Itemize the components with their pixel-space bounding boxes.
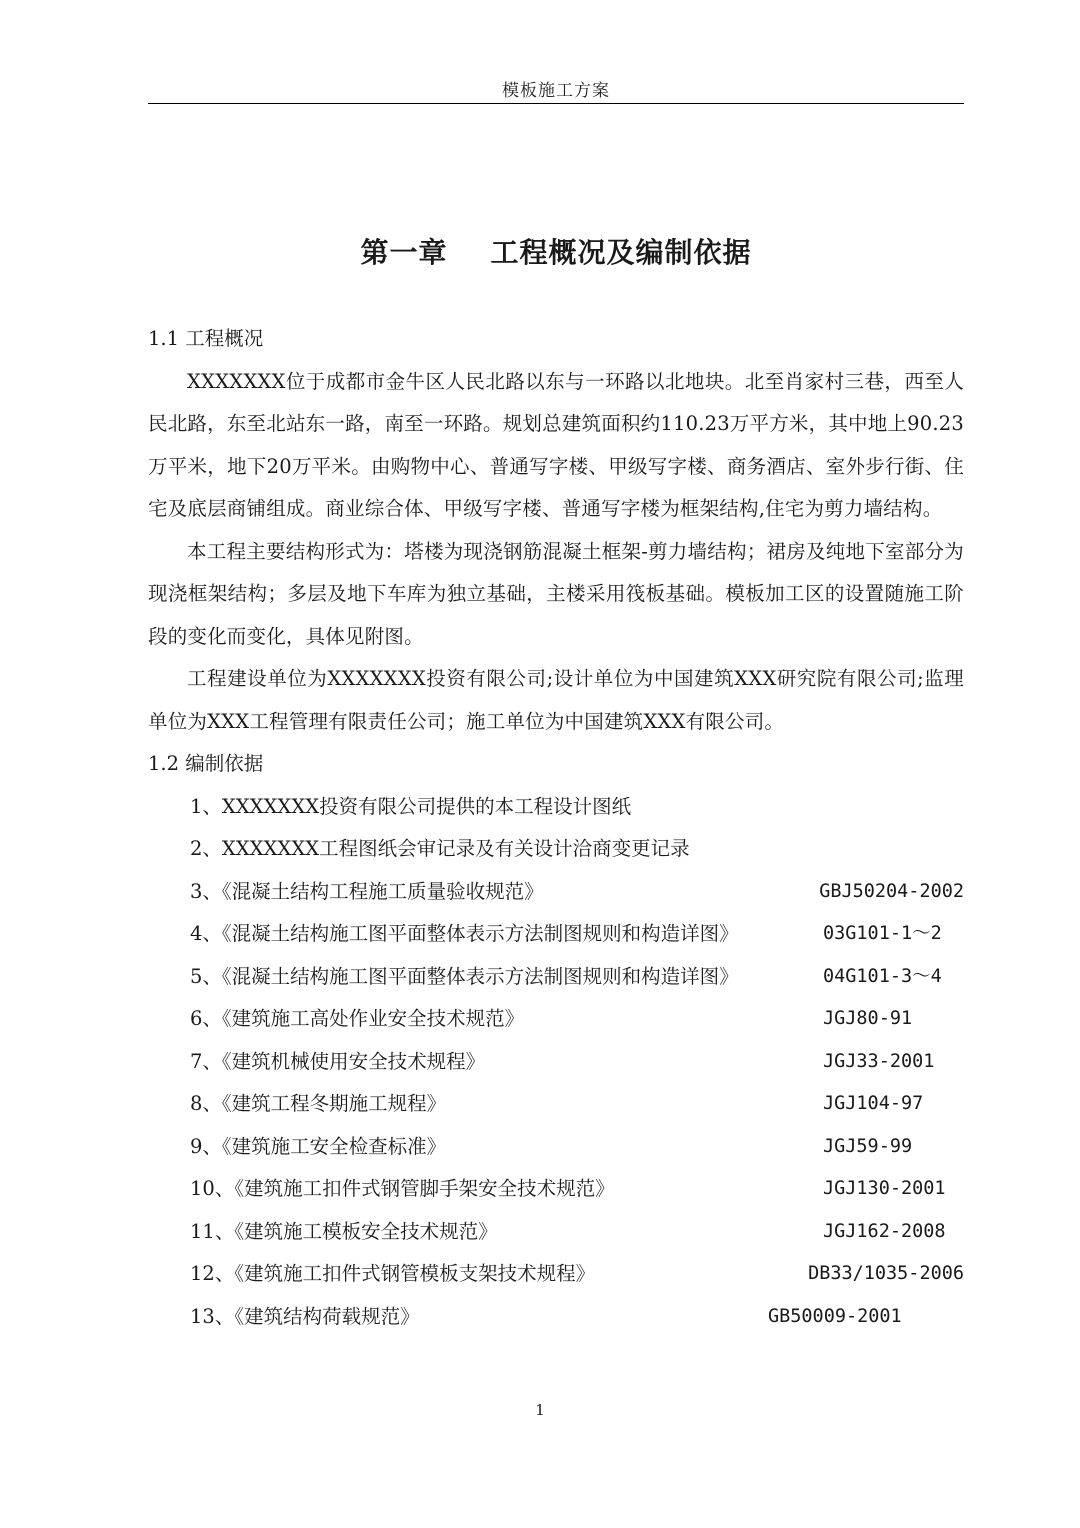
list-item bbox=[148, 998, 964, 1041]
paragraph-structure-form: 本工程主要结构形式为：塔楼为现浇钢筋混凝土框架-剪力墙结构；裙房及纯地下室部分为现浇框架结构；多层及地下车库为独立基础，主楼采用筏板基础。模板加工区的设置随施工阶段的变化而变化，具体见附图。 bbox=[148, 539, 964, 648]
list-item bbox=[148, 1126, 964, 1169]
list-item bbox=[148, 913, 964, 956]
reference-list bbox=[148, 786, 964, 1339]
reference-code: JGJ59-99 bbox=[823, 1135, 913, 1157]
list-item bbox=[148, 1041, 964, 1084]
running-header: 模板施工方案 bbox=[502, 81, 610, 101]
list-item bbox=[148, 1253, 964, 1296]
reference-code: DB33/1035-2006 bbox=[808, 1263, 964, 1284]
reference-code: JGJ104-97 bbox=[823, 1093, 924, 1114]
reference-code: JGJ80-91 bbox=[823, 1008, 913, 1029]
list-item bbox=[148, 1168, 964, 1211]
reference-title: 3、《混凝土结构工程施工质量验收规范》 bbox=[190, 879, 544, 903]
reference-title: 8、《建筑工程冬期施工规程》 bbox=[190, 1092, 447, 1115]
reference-title: 5、《混凝土结构施工图平面整体表示方法制图规则和构造详图》 bbox=[190, 964, 739, 988]
paragraph-project-location: XXXXXXX位于成都市金牛区人民北路以东与一环路以北地块。北至肖家村三巷，西至人民北路，东至北站东一路，南至一环路。规划总建筑面积约110.23万平方米，其中地上90.23万平米，地下20万平米。由购物中心、普通写字楼、甲级写字楼、商务酒店、室外步行街、住宅及底层商铺组成。商业综合体、甲级写字楼、普通写字楼为框架结构,住宅为剪力墙结构。 bbox=[148, 369, 964, 520]
reference-title: 2、XXXXXXX工程图纸会审记录及有关设计洽商变更记录 bbox=[190, 837, 690, 860]
reference-title: 9、《建筑施工安全检查标准》 bbox=[190, 1134, 447, 1158]
reference-title: 12、《建筑施工扣件式钢管模板支架技术规程》 bbox=[190, 1262, 596, 1285]
list-item bbox=[148, 786, 964, 829]
reference-title: 11、《建筑施工模板安全技术规范》 bbox=[190, 1219, 498, 1243]
reference-code: 04G101-3～4 bbox=[823, 965, 942, 987]
paragraph-project-parties: 工程建设单位为XXXXXXX投资有限公司;设计单位为中国建筑XXX研究院有限公司;监理单位为XXX工程管理有限责任公司；施工单位为中国建筑XXX有限公司。 bbox=[148, 667, 964, 733]
list-item bbox=[148, 1296, 964, 1339]
reference-code: 03G101-1～2 bbox=[823, 923, 942, 944]
reference-title: 1、XXXXXXX投资有限公司提供的本工程设计图纸 bbox=[190, 794, 632, 818]
chapter-title: 第一章 工程概况及编制依据 bbox=[360, 236, 752, 269]
reference-code: JGJ162-2008 bbox=[823, 1220, 946, 1242]
list-item bbox=[148, 956, 964, 999]
reference-code: GB50009-2001 bbox=[768, 1305, 902, 1327]
list-item bbox=[148, 1211, 964, 1254]
reference-code: JGJ33-2001 bbox=[823, 1050, 935, 1072]
reference-title: 7、《建筑机械使用安全技术规程》 bbox=[190, 1049, 486, 1073]
header-divider bbox=[148, 103, 964, 104]
reference-title: 10、《建筑施工扣件式钢管脚手架安全技术规范》 bbox=[190, 1177, 615, 1200]
reference-title: 6、《建筑施工高处作业安全技术规范》 bbox=[190, 1007, 525, 1030]
list-item bbox=[148, 871, 964, 914]
page-number: 1 bbox=[535, 1401, 545, 1419]
reference-code: GBJ50204-2002 bbox=[819, 880, 964, 902]
reference-code: JGJ130-2001 bbox=[823, 1178, 946, 1199]
section-heading-1-2: 1.2 编制依据 bbox=[148, 752, 264, 775]
section-heading-1-1: 1.1 工程概况 bbox=[148, 327, 264, 350]
reference-title: 4、《混凝土结构施工图平面整体表示方法制图规则和构造详图》 bbox=[190, 922, 739, 945]
list-item bbox=[148, 1083, 964, 1126]
list-item bbox=[148, 828, 964, 871]
body-content bbox=[148, 318, 964, 1338]
reference-title: 13、《建筑结构荷载规范》 bbox=[190, 1304, 420, 1328]
